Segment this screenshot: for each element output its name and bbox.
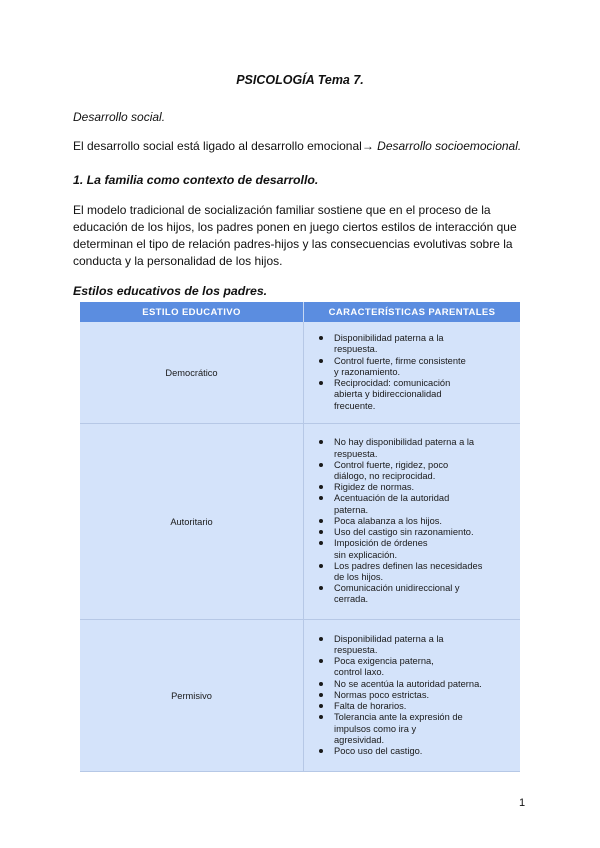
paragraph-line: El modelo tradicional de socialización familiar sostiene que en el proceso de la (73, 203, 491, 217)
paragraph-line: determinan el tipo de relación padres-hijos y las consecuencias evolutivas sobre la (73, 237, 513, 251)
characteristic-item: Control fuerte, firme consistente y razonamiento. (316, 356, 514, 378)
table-row (80, 322, 520, 424)
characteristic-item: Imposición de órdenes sin explicación. (316, 538, 514, 560)
characteristic-item: No hay disponibilidad paterna a la respuesta. (316, 437, 514, 459)
paragraph-line: conducta y la personalidad de los hijos. (73, 254, 283, 268)
characteristics-cell (304, 424, 521, 620)
intro-emphasis: Desarrollo socioemocional. (377, 139, 522, 153)
characteristics-cell (304, 620, 521, 772)
body-paragraph (73, 202, 533, 270)
characteristic-item: Comunicación unidireccional y cerrada. (316, 583, 514, 605)
characteristic-item: Poco uso del castigo. (316, 746, 514, 757)
characteristics-list (316, 634, 514, 757)
table-row (80, 620, 520, 772)
parenting-styles-table (80, 302, 520, 772)
document-title: PSICOLOGÍA Tema 7. (236, 73, 364, 87)
header-style: ESTILO EDUCATIVO (80, 302, 304, 322)
characteristic-item: Uso del castigo sin razonamiento. (316, 527, 514, 538)
characteristic-item: Normas poco estrictas. (316, 690, 514, 701)
paragraph-line: educación de los hijos, los padres ponen en juego ciertos estilos de interacción que (73, 220, 517, 234)
characteristics-cell (304, 322, 521, 424)
characteristic-item: No se acentúa la autoridad paterna. (316, 679, 514, 690)
header-characteristics: CARACTERÍSTICAS PARENTALES (304, 302, 521, 322)
intro-text: El desarrollo social está ligado al desarrollo emocional→ (73, 139, 378, 153)
characteristic-item: Poca exigencia paterna, control laxo. (316, 656, 514, 678)
characteristic-item: Disponibilidad paterna a la respuesta. (316, 333, 514, 355)
characteristic-item: Reciprocidad: comunicación abierta y bidireccionalidad frecuente. (316, 378, 514, 412)
intro-sentence (73, 139, 521, 153)
characteristic-item: Los padres definen las necesidades de los hijos. (316, 561, 514, 583)
characteristic-item: Falta de horarios. (316, 701, 514, 712)
page-number: 1 (519, 797, 526, 809)
style-cell: Democrático (80, 322, 304, 424)
style-cell: Permisivo (80, 620, 304, 772)
section-heading: 1. La familia como contexto de desarrollo. (73, 173, 319, 187)
characteristic-item: Disponibilidad paterna a la respuesta. (316, 634, 514, 656)
characteristic-item: Tolerancia ante la expresión de impulsos como ira y agresividad. (316, 712, 514, 746)
document-subtitle: Desarrollo social. (73, 110, 166, 124)
table-row (80, 424, 520, 620)
characteristic-item: Poca alabanza a los hijos. (316, 516, 514, 527)
table-header-row (80, 302, 520, 322)
characteristics-list (316, 333, 514, 411)
characteristic-item: Control fuerte, rigidez, poco diálogo, no reciprocidad. (316, 460, 514, 482)
characteristic-item: Rigidez de normas. (316, 482, 514, 493)
style-cell: Autoritario (80, 424, 304, 620)
characteristic-item: Acentuación de la autoridad paterna. (316, 493, 514, 515)
characteristics-list (316, 437, 514, 605)
table-heading: Estilos educativos de los padres. (73, 284, 268, 298)
